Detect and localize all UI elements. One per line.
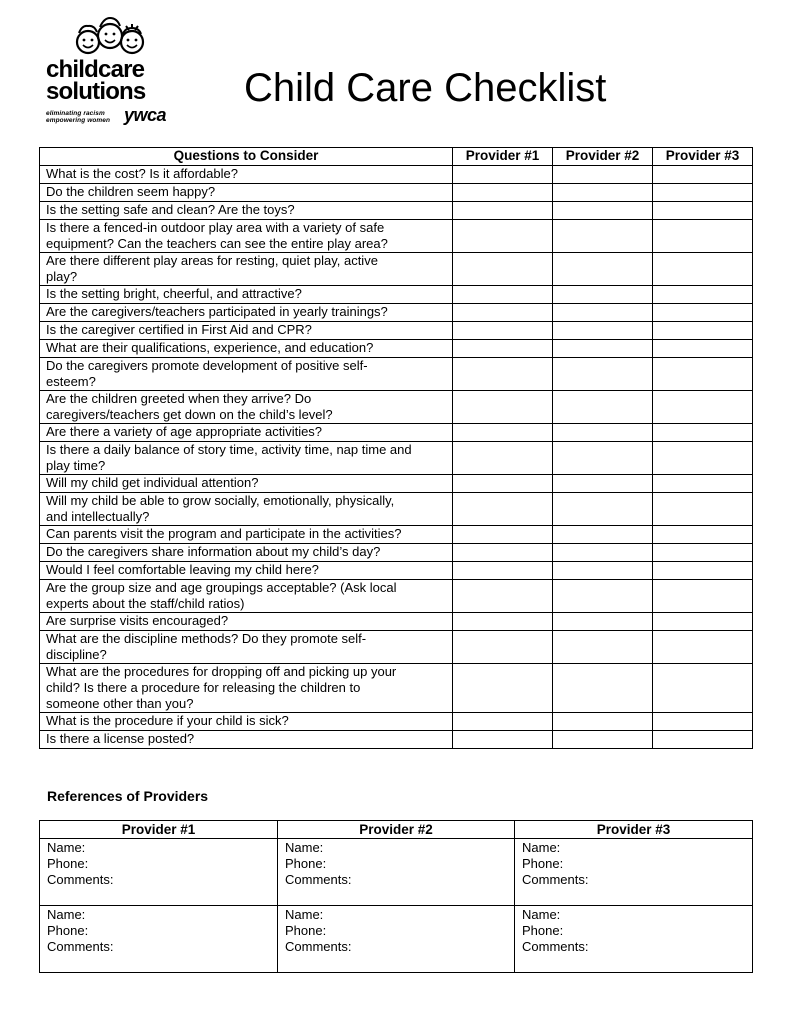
- reference-field-label: Phone:: [47, 923, 89, 938]
- provider-2-answer-cell[interactable]: [553, 202, 653, 220]
- provider-1-answer-cell[interactable]: [453, 286, 553, 304]
- question-cell: [40, 358, 453, 391]
- provider-3-answer-cell[interactable]: [653, 631, 753, 664]
- question-text-line: Are there different play areas for resting, quiet play, active: [46, 253, 378, 268]
- question-text-line: Do the caregivers share information about my child’s day?: [46, 544, 381, 559]
- checklist-row: [40, 475, 753, 493]
- question-cell: [40, 664, 453, 713]
- reference-field-label: Phone:: [47, 856, 89, 871]
- provider-1-answer-cell[interactable]: [453, 166, 553, 184]
- question-text-line: Would I feel comfortable leaving my child here?: [46, 562, 319, 577]
- checklist-row: [40, 493, 753, 526]
- provider-3-answer-cell[interactable]: [653, 424, 753, 442]
- provider-1-answer-cell[interactable]: [453, 304, 553, 322]
- provider-1-answer-cell[interactable]: [453, 253, 553, 286]
- references-table: [39, 820, 753, 973]
- question-text-line: esteem?: [46, 374, 96, 389]
- provider-2-answer-cell[interactable]: [553, 220, 653, 253]
- provider-3-answer-cell[interactable]: [653, 664, 753, 713]
- question-cell: [40, 391, 453, 424]
- checklist-row: [40, 631, 753, 664]
- question-text-line: Are the caregivers/teachers participated in yearly trainings?: [46, 304, 388, 319]
- question-cell: [40, 562, 453, 580]
- provider-1-answer-cell[interactable]: [453, 358, 553, 391]
- reference-field-label: Name:: [522, 840, 561, 855]
- checklist-row: [40, 544, 753, 562]
- question-cell: [40, 613, 453, 631]
- provider-3-answer-cell[interactable]: [653, 475, 753, 493]
- question-text-line: Is there a fenced-in outdoor play area with a variety of safe: [46, 220, 385, 235]
- question-text-line: What are their qualifications, experience, and education?: [46, 340, 374, 355]
- question-cell: [40, 340, 453, 358]
- question-text-line: Will my child be able to grow socially, emotionally, physically,: [46, 493, 395, 508]
- reference-field-label: Comments:: [47, 872, 114, 887]
- question-cell: [40, 475, 453, 493]
- provider-2-answer-cell[interactable]: [553, 580, 653, 613]
- checklist-row: [40, 286, 753, 304]
- column-header-provider-1: Provider #1: [453, 148, 553, 166]
- logo-brand-line1: childcare: [46, 56, 145, 83]
- checklist-row: [40, 731, 753, 749]
- checklist-row: [40, 424, 753, 442]
- provider-1-answer-cell[interactable]: [453, 713, 553, 731]
- provider-1-answer-cell[interactable]: [453, 493, 553, 526]
- references-header-row: [40, 821, 753, 839]
- column-header-provider-3: Provider #3: [653, 148, 753, 166]
- reference-cell-provider-2[interactable]: [278, 906, 515, 973]
- provider-3-answer-cell[interactable]: [653, 202, 753, 220]
- provider-1-answer-cell[interactable]: [453, 322, 553, 340]
- provider-2-answer-cell[interactable]: [553, 391, 653, 424]
- provider-3-answer-cell[interactable]: [653, 166, 753, 184]
- question-cell: [40, 631, 453, 664]
- question-text-line: child? Is there a procedure for releasing the children to: [46, 680, 361, 695]
- provider-2-answer-cell[interactable]: [553, 544, 653, 562]
- question-cell: [40, 253, 453, 286]
- provider-2-answer-cell[interactable]: [553, 184, 653, 202]
- question-text-line: Can parents visit the program and participate in the activities?: [46, 526, 402, 541]
- reference-header-provider-2: Provider #2: [278, 821, 515, 839]
- question-text-line: Are there a variety of age appropriate activities?: [46, 424, 323, 439]
- provider-2-answer-cell[interactable]: [553, 562, 653, 580]
- question-text-line: experts about the staff/child ratios): [46, 596, 245, 611]
- question-text-line: Do the caregivers promote development of positive self-: [46, 358, 368, 373]
- checklist-row: [40, 166, 753, 184]
- provider-3-answer-cell[interactable]: [653, 391, 753, 424]
- reference-field-label: Phone:: [522, 923, 564, 938]
- question-cell: [40, 184, 453, 202]
- provider-2-answer-cell[interactable]: [553, 664, 653, 713]
- question-text-line: someone other than you?: [46, 696, 194, 711]
- reference-field-label: Phone:: [522, 856, 564, 871]
- reference-field-label: Comments:: [522, 939, 589, 954]
- reference-row: [40, 906, 753, 973]
- question-cell: [40, 220, 453, 253]
- question-text-line: Is the setting safe and clean? Are the toys?: [46, 202, 295, 217]
- checklist-row: [40, 580, 753, 613]
- provider-3-answer-cell[interactable]: [653, 713, 753, 731]
- provider-1-answer-cell[interactable]: [453, 475, 553, 493]
- checklist-row: [40, 526, 753, 544]
- provider-3-answer-cell[interactable]: [653, 304, 753, 322]
- checklist-row: [40, 713, 753, 731]
- checklist-row: [40, 184, 753, 202]
- provider-1-answer-cell[interactable]: [453, 220, 553, 253]
- provider-2-answer-cell[interactable]: [553, 493, 653, 526]
- provider-3-answer-cell[interactable]: [653, 493, 753, 526]
- question-cell: [40, 286, 453, 304]
- column-header-provider-2: Provider #2: [553, 148, 653, 166]
- provider-2-answer-cell[interactable]: [553, 322, 653, 340]
- provider-2-answer-cell[interactable]: [553, 166, 653, 184]
- provider-2-answer-cell[interactable]: [553, 304, 653, 322]
- checklist-row: [40, 202, 753, 220]
- question-text-line: Are the group size and age groupings acceptable? (Ask local: [46, 580, 397, 595]
- reference-field-label: Name:: [285, 840, 324, 855]
- provider-3-answer-cell[interactable]: [653, 358, 753, 391]
- question-text-line: Is the setting bright, cheerful, and attractive?: [46, 286, 302, 301]
- question-text-line: discipline?: [46, 647, 107, 662]
- question-cell: [40, 493, 453, 526]
- question-text-line: Are the children greeted when they arrive? Do: [46, 391, 312, 406]
- question-text-line: Will my child get individual attention?: [46, 475, 259, 490]
- reference-cell-provider-3[interactable]: [515, 839, 753, 906]
- question-cell: [40, 322, 453, 340]
- provider-1-answer-cell[interactable]: [453, 391, 553, 424]
- question-cell: [40, 544, 453, 562]
- question-text-line: What is the procedure if your child is sick?: [46, 713, 289, 728]
- logo-tagline-1: eliminating racism: [46, 110, 105, 117]
- checklist-row: [40, 664, 753, 713]
- provider-1-answer-cell[interactable]: [453, 424, 553, 442]
- logo-tagline-2: empowering women: [46, 117, 111, 124]
- reference-cell-provider-2[interactable]: [278, 839, 515, 906]
- provider-2-answer-cell[interactable]: [553, 631, 653, 664]
- provider-3-answer-cell[interactable]: [653, 340, 753, 358]
- question-text-line: Do the children seem happy?: [46, 184, 216, 199]
- question-text-line: play?: [46, 269, 78, 284]
- reference-cell-provider-1[interactable]: [40, 906, 278, 973]
- question-text-line: What are the procedures for dropping off and picking up your: [46, 664, 397, 679]
- checklist-row: [40, 340, 753, 358]
- provider-3-answer-cell[interactable]: [653, 613, 753, 631]
- reference-field-label: Comments:: [47, 939, 114, 954]
- reference-field-label: Comments:: [285, 872, 352, 887]
- checklist-row: [40, 358, 753, 391]
- checklist-row: [40, 442, 753, 475]
- provider-1-answer-cell[interactable]: [453, 580, 553, 613]
- question-text-line: and intellectually?: [46, 509, 150, 524]
- references-heading: References of Providers: [47, 788, 209, 804]
- reference-cell-provider-1[interactable]: [40, 839, 278, 906]
- checklist-row: [40, 322, 753, 340]
- reference-field-label: Phone:: [285, 923, 327, 938]
- provider-3-answer-cell[interactable]: [653, 184, 753, 202]
- question-text-line: play time?: [46, 458, 106, 473]
- provider-1-answer-cell[interactable]: [453, 202, 553, 220]
- checklist-row: [40, 253, 753, 286]
- reference-field-label: Name:: [47, 840, 86, 855]
- question-text-line: Is there a license posted?: [46, 731, 195, 746]
- checklist-row: [40, 391, 753, 424]
- ywca-childcare-solutions-logo: [44, 14, 176, 126]
- question-text-line: What is the cost? Is it affordable?: [46, 166, 238, 181]
- question-cell: [40, 580, 453, 613]
- reference-field-label: Comments:: [522, 872, 589, 887]
- reference-cell-provider-3[interactable]: [515, 906, 753, 973]
- page-title: Child Care Checklist: [244, 66, 607, 110]
- children-faces-icon: [70, 14, 150, 60]
- provider-1-answer-cell[interactable]: [453, 562, 553, 580]
- checklist-row: [40, 613, 753, 631]
- checklist-header-row: [40, 148, 753, 166]
- provider-1-answer-cell[interactable]: [453, 731, 553, 749]
- question-text-line: Are surprise visits encouraged?: [46, 613, 229, 628]
- provider-1-answer-cell[interactable]: [453, 664, 553, 713]
- provider-3-answer-cell[interactable]: [653, 731, 753, 749]
- provider-1-answer-cell[interactable]: [453, 526, 553, 544]
- checklist-row: [40, 304, 753, 322]
- provider-1-answer-cell[interactable]: [453, 631, 553, 664]
- question-text-line: What are the discipline methods? Do they promote self-: [46, 631, 367, 646]
- provider-3-answer-cell[interactable]: [653, 286, 753, 304]
- question-cell: [40, 526, 453, 544]
- logo-org: ywca: [124, 105, 167, 125]
- question-cell: [40, 442, 453, 475]
- question-cell: [40, 166, 453, 184]
- provider-3-answer-cell[interactable]: [653, 220, 753, 253]
- reference-field-label: Phone:: [285, 856, 327, 871]
- provider-3-answer-cell[interactable]: [653, 562, 753, 580]
- checklist-table: [39, 147, 753, 749]
- provider-3-answer-cell[interactable]: [653, 253, 753, 286]
- provider-3-answer-cell[interactable]: [653, 322, 753, 340]
- provider-2-answer-cell[interactable]: [553, 286, 653, 304]
- provider-3-answer-cell[interactable]: [653, 442, 753, 475]
- question-cell: [40, 424, 453, 442]
- provider-1-answer-cell[interactable]: [453, 442, 553, 475]
- question-cell: [40, 713, 453, 731]
- reference-row: [40, 839, 753, 906]
- question-cell: [40, 202, 453, 220]
- question-text-line: Is the caregiver certified in First Aid and CPR?: [46, 322, 312, 337]
- reference-header-provider-1: Provider #1: [40, 821, 278, 839]
- provider-1-answer-cell[interactable]: [453, 184, 553, 202]
- provider-1-answer-cell[interactable]: [453, 544, 553, 562]
- provider-2-answer-cell[interactable]: [553, 526, 653, 544]
- provider-2-answer-cell[interactable]: [553, 424, 653, 442]
- reference-field-label: Name:: [522, 907, 561, 922]
- provider-2-answer-cell[interactable]: [553, 442, 653, 475]
- provider-2-answer-cell[interactable]: [553, 613, 653, 631]
- provider-2-answer-cell[interactable]: [553, 253, 653, 286]
- reference-field-label: Name:: [285, 907, 324, 922]
- question-text-line: Is there a daily balance of story time, activity time, nap time and: [46, 442, 412, 457]
- reference-field-label: Comments:: [285, 939, 352, 954]
- provider-2-answer-cell[interactable]: [553, 713, 653, 731]
- logo-brand-line2: solutions: [46, 78, 146, 105]
- checklist-row: [40, 562, 753, 580]
- provider-1-answer-cell[interactable]: [453, 613, 553, 631]
- provider-3-answer-cell[interactable]: [653, 526, 753, 544]
- provider-3-answer-cell[interactable]: [653, 544, 753, 562]
- provider-2-answer-cell[interactable]: [553, 340, 653, 358]
- question-text-line: equipment? Can the teachers can see the entire play area?: [46, 236, 388, 251]
- provider-1-answer-cell[interactable]: [453, 340, 553, 358]
- reference-header-provider-3: Provider #3: [515, 821, 753, 839]
- provider-2-answer-cell[interactable]: [553, 358, 653, 391]
- checklist-row: [40, 220, 753, 253]
- question-text-line: caregivers/teachers get down on the child’s level?: [46, 407, 333, 422]
- provider-3-answer-cell[interactable]: [653, 580, 753, 613]
- question-cell: [40, 731, 453, 749]
- provider-2-answer-cell[interactable]: [553, 731, 653, 749]
- reference-field-label: Name:: [47, 907, 86, 922]
- column-header-questions: Questions to Consider: [40, 148, 453, 166]
- provider-2-answer-cell[interactable]: [553, 475, 653, 493]
- question-cell: [40, 304, 453, 322]
